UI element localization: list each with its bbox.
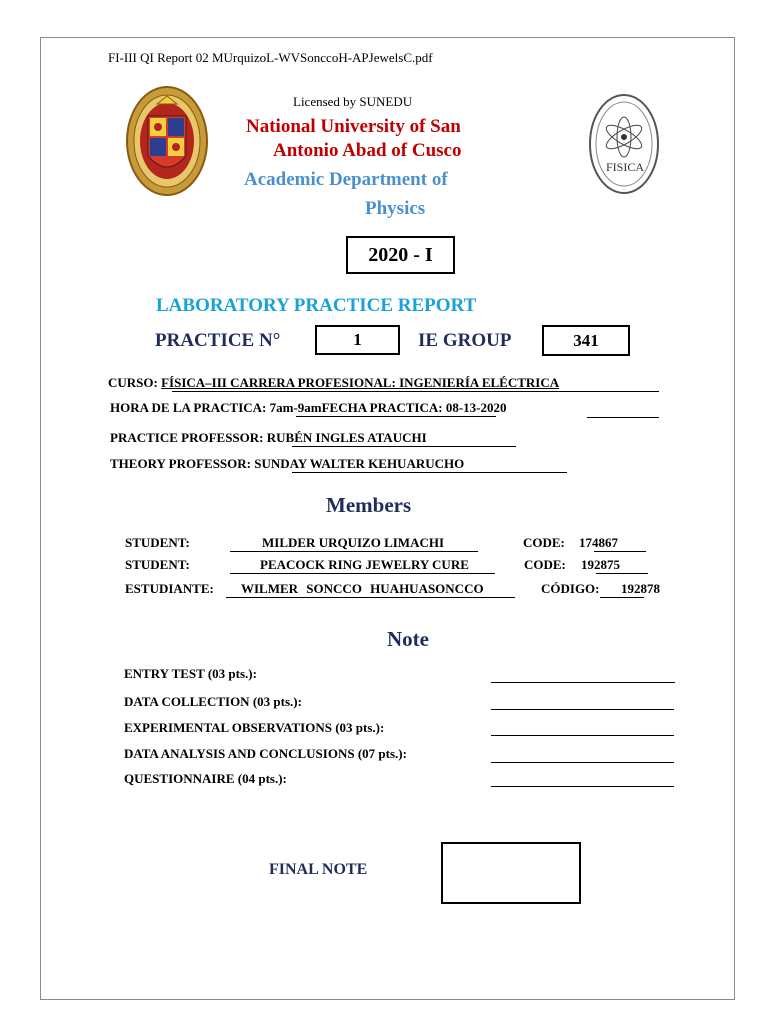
- grade-item-label: DATA ANALYSIS AND CONCLUSIONS (07 pts.):: [124, 746, 407, 761]
- schedule-underline: [296, 416, 496, 417]
- grade-item-line: [491, 735, 674, 736]
- course-line: [108, 375, 559, 391]
- physics-department-logo-icon: [588, 93, 660, 200]
- group-number-box: 341: [542, 325, 630, 356]
- practice-professor-value: RUBÉN INGLES ATAUCHI: [266, 430, 427, 445]
- period-box: 2020 - I: [346, 236, 455, 274]
- member-code: 174867: [579, 535, 618, 550]
- department-line1: Academic Department of: [244, 169, 448, 190]
- member-code-label: CODE:: [524, 557, 566, 572]
- practice-professor-underline: [292, 446, 516, 447]
- member-name-underline: [230, 551, 478, 552]
- group-label: IE GROUP: [418, 330, 512, 351]
- member-name: PEACOCK RING JEWELRY CURE: [260, 557, 469, 572]
- note-heading: Note: [387, 627, 429, 651]
- course-underline: [172, 391, 659, 392]
- practice-professor-label: PRACTICE PROFESSOR:: [110, 430, 267, 445]
- grade-item-label: QUESTIONNAIRE (04 pts.):: [124, 771, 287, 786]
- member-label: STUDENT:: [125, 557, 190, 572]
- final-note-label: FINAL NOTE: [269, 861, 368, 878]
- member-code: 192875: [581, 557, 620, 572]
- schedule-line: [110, 400, 507, 416]
- member-label: STUDENT:: [125, 535, 190, 550]
- practice-number-box: 1: [315, 325, 400, 355]
- grade-item-label: EXPERIMENTAL OBSERVATIONS (03 pts.):: [124, 720, 385, 735]
- report-title: LABORATORY PRACTICE REPORT: [156, 295, 477, 316]
- grade-item-line: [491, 709, 674, 710]
- members-heading: Members: [326, 493, 412, 517]
- final-note-box: [441, 842, 581, 904]
- file-name: FI-III QI Report 02 MUrquizoL-WVSonccoH-APJewelsC.pdf: [108, 50, 433, 65]
- practice-label: PRACTICE N°: [155, 330, 281, 351]
- university-name-line1: National University of San: [246, 116, 461, 137]
- grade-item-label: ENTRY TEST (03 pts.):: [124, 666, 257, 681]
- member-label: ESTUDIANTE:: [125, 581, 214, 596]
- grade-item-label: DATA COLLECTION (03 pts.):: [124, 694, 302, 709]
- member-name-underline: [230, 573, 495, 574]
- practice-professor-line: [110, 430, 427, 446]
- licensed-text: Licensed by SUNEDU: [293, 94, 413, 109]
- member-code: 192878: [621, 581, 660, 596]
- member-name-underline: [226, 597, 515, 598]
- physics-logo-text: FISICA: [606, 160, 645, 174]
- member-code-underline: [596, 573, 648, 574]
- member-code-label: CODE:: [523, 535, 565, 550]
- course-value: FÍSICA–III CARRERA PROFESIONAL: INGENIERÍA ELÉCTRICA: [161, 375, 560, 390]
- university-seal-icon: [126, 86, 208, 201]
- grade-item-line: [491, 682, 675, 683]
- course-label: CURSO:: [108, 375, 162, 390]
- member-code-label: CÓDIGO:: [541, 581, 600, 596]
- schedule-blank-line: [587, 417, 659, 418]
- grade-item-line: [491, 786, 674, 787]
- theory-professor-line: [110, 456, 464, 472]
- schedule-label: HORA DE LA PRACTICA:: [110, 400, 270, 415]
- member-code-underline: [594, 551, 646, 552]
- member-code-underline: [600, 597, 644, 598]
- member-name: WILMER SONCCO HUAHUASONCCO: [241, 581, 484, 596]
- theory-professor-value: SUNDAY WALTER KEHUARUCHO: [254, 456, 465, 471]
- theory-professor-underline: [292, 472, 567, 473]
- schedule-value: 7am-9amFECHA PRACTICA: 08-13-2020: [269, 400, 507, 415]
- grade-item-line: [491, 762, 674, 763]
- university-name-line2: Antonio Abad of Cusco: [273, 140, 462, 161]
- member-name: MILDER URQUIZO LIMACHI: [262, 535, 445, 550]
- theory-professor-label: THEORY PROFESSOR:: [110, 456, 255, 471]
- department-line2: Physics: [365, 198, 426, 219]
